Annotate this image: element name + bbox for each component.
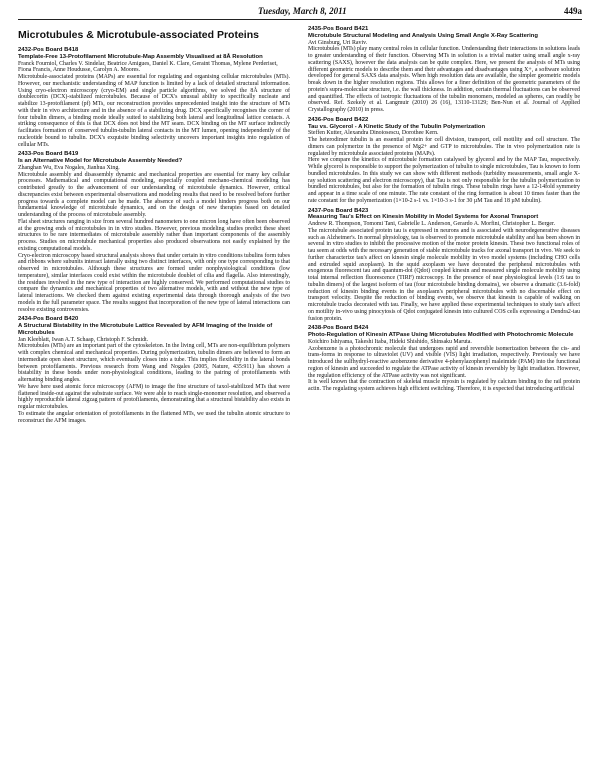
abstract-id: 2437-Pos Board B423 (308, 207, 369, 214)
abstract-title: Tau vs. Glycerol - A Kinetic Study of the Tubulin Polymerization (308, 123, 486, 130)
abstract-authors: Koichiro Ishiyama, Takeshi Itaba, Hideki Shishido, Shinsaku Maruta. (308, 338, 472, 345)
abstract (18, 316, 290, 424)
abstract-body (308, 228, 580, 323)
abstract-body (18, 172, 290, 314)
abstract-paragraph: To estimate the angular orientation of protofilaments in the flattened MTs, we used the tubulin atomic structure to reconstruct the AFM images. (18, 410, 290, 424)
abstract-title: Microtubule Structural Modeling and Analysis Using Small Angle X-Ray Scattering (308, 32, 538, 39)
abstract-paragraph: Microtubules (MTs) play many central roles in cellular function. Understanding their interactions in solutions leads to greater understanding of their function. Observing MTs in solution is a trivial matter using small angle x-ray scattering (SAXS), however the data analysis can be quite complex. Here, we present the analysis of MTs using different geometric models to describe them and their advantages and disadvantages using X+, a software solution developed for general SAXS data analysis. When high resolution data are available, the simpler geometric models break down in the higher resolution regions. This allows for a finer definition of the geometric parameters of the protein's supra-molecular structure, i.e. the wall thickness. In addition, certain thermal fluctuations can be observed and quantified. The effects of isotropic fluctuations of the tubulin monomers, modeled as spheres, can readily be observed. Ref. Szekely et al. Langmuir (2010) 26 (16), 13110-13129; Ben-Nun et al. Journal of Applied Crystallography (2010) in press. (308, 46, 580, 113)
abstract-id: 2434-Pos Board B420 (18, 316, 79, 323)
left-column (18, 26, 290, 427)
abstract (308, 208, 580, 323)
abstract-authors: Zhanghan Wu, Eva Nogales, Jianhua Xing. (18, 164, 120, 171)
abstract-authors: Franck Fourniol, Charles V. Sindelar, Beatrice Amigues, Daniel K. Clare, Geraint Thomas, Mylene Perderiset, Fiona Francis, Anne Houdusse, Carolyn A. Moores. (18, 60, 278, 74)
abstract-authors: Andrew R. Thompson, Tomomi Tani, Gabrielle L. Anderson, Gerardo A. Morfini, Christopher L. Berger. (308, 221, 556, 227)
abstract-paragraph: Microtubules (MTs) are an important part of the cytoskeleton. In the living cell, MTs are non-equilibrium polymers with complex chemical and mechanical properties. During polymerization, tubulin dimers are believed to form an intermediate open sheet structure, which eventually closes into a tube. This implies flexibility in the lateral bonds between protofilaments. Previous research from Wang and Nogales (2005, Nature, 435:911) has shown a bistability in these bonds under non-physiological conditions, leading to the pairing of protofilaments with alternating binding angles. (18, 343, 290, 383)
abstract-paragraph: Microtubule-associated proteins (MAPs) are essential for regulating and organising cellular microtubules (MTs). However, our mechanistic understanding of MAP function is limited by a lack of detailed structural information. Using cryo-electron microscopy (cryo-EM) and single particle algorithms, we solved the 8Å structure of doublecortin (DCX)-stabilized microtubules. Because of DCX's unusual ability to specifically nucleate and stabilize 13-protofilament (pf) MTs, our reconstruction provides unprecedented insight into the structure of MTs with their in vivo architecture and in the absence of a stabilizing drug. DCX specifically recognises the corner of four tubulin dimers, a binding mode ideally suited to stabilizing both lateral and longitudinal lattice contacts. A striking consequence of this is that DCX does not bind the MT seam. DCX binding on the MT surface indirectly facilitates formation of conserved tubulin-tubulin lateral contacts in the MT lumen, opening independently of the nucleotide bound to tubulin. DCX's exquisite binding selectivity uncovers important insights into regulation of cellular MTs. (18, 74, 290, 148)
abstract (18, 151, 290, 313)
abstract-title: Is an Alternative Model for Microtubule Assembly Needed? (18, 158, 183, 164)
abstract-paragraph: Flat sheet structures ranging in size from several hundred nanometers to one micron long have often been observed at the growing ends of microtubules in in vitro studies. However, previous modeling studies predict these sheet structures to be rare intermediates of microtubule assembly rather than important components of the assembly process. Studies on microtubule mechanical properties also produced observations not easily explained by the existing computational models. (18, 218, 290, 252)
running-head (18, 6, 582, 20)
page-number: 449a (564, 6, 582, 16)
abstract-paragraph: The heterodimer tubulin is an essential protein for cell division, transport, cell motility and cell structure. The dimers can polymerize in the presence of Mg2+ and GTP to microtubules. The in vivo polymerization rate is regulated by microtubule associated proteins (MAPs). (308, 137, 580, 157)
abstract-body (308, 346, 580, 393)
section-title: Microtubules & Microtubule-associated Proteins (18, 29, 259, 41)
abstract-authors: Avi Ginsburg, Uri Raviv. (308, 39, 368, 46)
abstract-id: 2438-Pos Board B424 (308, 325, 369, 332)
abstract-paragraph: Azobenzene is a photochromic molecule that undergoes rapid and reversible isomerization between the cis- and trans-forms in response to ultraviolet (UV) and visible (VIS) light irradiation, respectively. Previously we have introduced the sulfhydryl-reactive azobenzene derivative 4-phenylazophenyl maleimide (PAM) into the functional region of kinesin and succeeded to regulate the ATPase activity of kinesin reversibly by light irradiation. However, the regulation efficiency of the ATPase activity was not significant. (308, 345, 580, 379)
abstract-title: A Structural Bistability in the Microtubule Lattice Revealed by AFM Imaging of the Inside of Microtubules (18, 323, 273, 336)
abstract-body (308, 137, 580, 205)
abstract-paragraph: Microtubule assembly and disassembly dynamic and mechanical properties are essential for many key cellular processes. Mathematical and computational modeling, especially coupled mechano-chemical modeling has contributed greatly to the advancement of our understanding of microtubule dynamics. However, critical discrepancies exist between experimental observations and modeling results that need to be resolved before further progress towards a complete model can be made. The absence of such a model hinders progress both on our fundamental knowledge of microtubule dynamics, and on the design of new therapies based on detailed understanding of the process of microtubule assembly. (18, 171, 290, 218)
abstract-title: Measuring Tau's Effect on Kinesin Mobility in Model Systems for Axonal Transport (308, 214, 539, 221)
abstract-authors: Jan Kleeblatt, Iwan A.T. Schaap, Christoph F. Schmidt. (18, 336, 149, 343)
abstract (308, 117, 580, 205)
issue-date: Tuesday, March 8, 2011 (258, 6, 347, 16)
abstract-id: 2435-Pos Board B421 (308, 26, 369, 32)
abstract-paragraph: We have here used atomic force microscopy (AFM) to image the fine structure of taxol-stabilized MTs that were flattened inside-out against the substrate surface. We were able to reach single-monomer resolution, and observed a highly reproducible lateral zigzag pattern of protofilaments, demonstrating that a structural bistability also exists in regular microtubules. (18, 383, 290, 410)
abstract-id: 2432-Pos Board B418 (18, 47, 79, 53)
abstract (18, 47, 290, 148)
abstract-title: Template-Free 13-Protofilament Microtubule-Map Assembly Visualised at 8Å Resolution (18, 53, 263, 60)
abstract-id: 2436-Pos Board B422 (308, 116, 369, 123)
abstract-paragraph: Cryo-electron microscopy based structural analysis shows that under certain in vitro conditions tubulins form tubes and ribbons where subunits interact laterally using two distinct interfaces, with only one type corresponding to that observed in microtubules. Although these structures are formed under nonphysiological conditions (low temperature), similar interfaces could exist within the microtubule doublet of cilia and flagella. Also interestingly, the residues involved in the new type of interaction are highly conserved. We performed computational studies to compare the dynamics and mechanical properties of two alternative models, with and without the new type of lateral interactions. We checked them against existing experimental data through thorough analysis of the two models in the full parameter space. The results suggest that incorporation of the new type of lateral interactions can resolve existing controversies. (18, 252, 290, 313)
right-column (308, 26, 580, 396)
abstract-body (308, 46, 580, 114)
abstract-authors: Steffen Kutter, Alexandra Dinoiosescu, Dorothee Kern. (308, 130, 439, 137)
abstract-body (18, 74, 290, 148)
abstract-paragraph: It is well known that the contraction of skeletal muscle myosin is regulated by calcium binding to the rail protein actin. The regulating system achieves high efficient switching. Therefore, it is expected that introducing artificial (308, 379, 580, 392)
abstract-paragraph: The microtubule associated protein tau is expressed in neurons and is associated with neurodegenerative diseases such as Alzheimer's. In normal physiology, tau is observed to promote microtubule stability and has been shown in several in vitro studies to inhibit the processive motion of the motor protein kinesin. These two functional roles of tau seem at odds with the necessary generation of stable microtubule tracks for axonal transport in vivo. We seek to further characterize tau's affect on kinesin single molecule mobility in vivo model systems (including CHO cells and extruded squid axoplasm). In the squid axoplasm we have decorated the peripheral microtubules with exogenous fluorescent tau and quantum-dot (Qdot) coupled kinesin and measured single molecule mobility using total internal reflection fluorescence (TIRF) microscopy. In the presence of near physiological levels (1:6 tau to tubulin dimers) of the largest isoform of tau (four microtubule binding domains), we observe a dramatic (3.6-fold) reduction of kinesin binding events in the axoplasm's peripheral microtubules with no discernable effect on transport velocity. Despite the reduction of binding events, we observe that kinesin is capable of walking on microtubule tracks decorated with tau. Finally, we have applied these experimental techniques to study tau's affect on motility in-vivo using pinocytosis of Qdot conjugated kinesin into cultured COS cells expressing a Dendra2-tau fusion protein. (308, 227, 580, 322)
abstract-paragraph: Here we compare the kinetics of microtubule formation catalysed by glycerol and by the MAP Tau, respectively. While glycerol is responsible to support the polymerization of tubulin to single microtubules, Tau is known to form bundled microtubules. In this study we can show with different methods (turbidity measurements, small angle X-ray solution scattering and electron microscopy), that Tau is not only responsible for the tubulin polymerization to bundled microtubules, but also for the formation of tubulin rings. These tubulin rings have a 12-14fold symmetry and appear in a time scale of one minute. The rate constant of the ring formation is about 10 times faster than the rate constant for the polymerization (1×10-2 s-1 vs. 1×10-3 s-1 for 30 µM Tau and 18 µM tubulin). (308, 157, 580, 204)
abstract-id: 2433-Pos Board B419 (18, 151, 79, 158)
abstract-title: Photo-Regulation of Kinesin ATPase Using Microtubules Modified with Photochromic Molecule (308, 332, 574, 338)
header-rule (18, 19, 582, 20)
abstract-body (18, 343, 290, 424)
abstract (308, 325, 580, 393)
abstract (308, 26, 580, 114)
